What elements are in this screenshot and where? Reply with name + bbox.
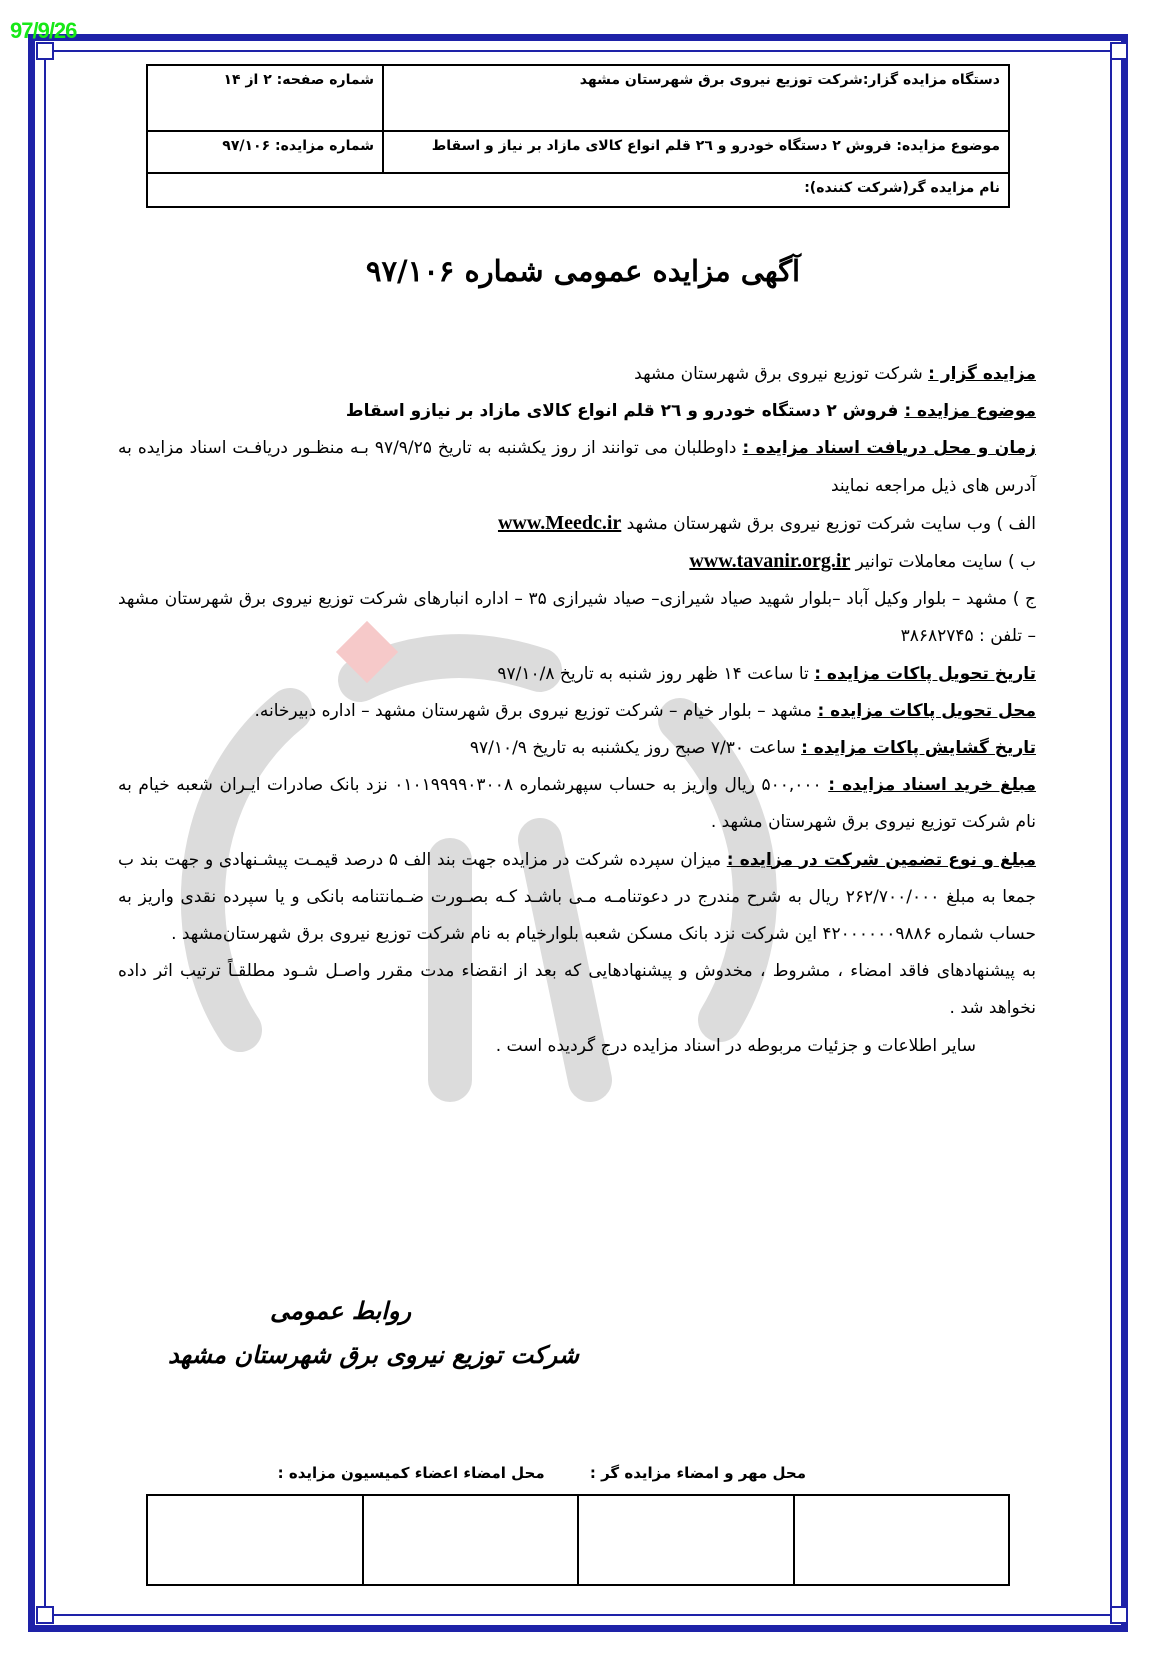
delivery-date-text: تا ساعت ۱۴ ظهر روز شنبه به تاریخ ۹۷/۱۰/۸ xyxy=(497,663,815,684)
organizer-label: مزایده گزار : xyxy=(928,364,1036,384)
subject-label: موضوع مزایده : xyxy=(904,401,1036,422)
receive-label: زمان و محل دریافت اسناد مزایده : xyxy=(742,438,1037,459)
address-c-line xyxy=(118,581,1036,655)
subject-text: فروش ۲ دستگاه خودرو و ٢٦ قلم انواع کالای مازاد بر نیازو اسقاط xyxy=(345,401,905,422)
receive-text: داوطلبان می توانند از روز یکشنبه به تاریخ ۹۷/۹/۲۵ بـه منظـور دریافـت اسناد مزایده به آدرس های ذیل مراجعه نمایند xyxy=(118,438,1036,496)
signature-box xyxy=(578,1495,794,1585)
auction-number-cell: شماره مزایده: ۹۷/۱۰۶ xyxy=(147,131,383,173)
address-c-text: ج ) مشهد – بلوار وکیل آباد –بلوار شهید صیاد شیرازی– صیاد شیرازی ۳۵ – اداره انبارهای شرکت توزیع نیروی برق شهرستان مشهد – تلفن : ۳۸۶۸۲۷۴۵ xyxy=(118,589,1036,647)
signature-box xyxy=(147,1495,363,1585)
sign-labels xyxy=(146,1464,806,1482)
organizer-text: شرکت توزیع نیروی برق شهرستان مشهد xyxy=(634,364,929,384)
subject-line xyxy=(118,393,1036,430)
guarantee-label: مبلغ و نوع تضمین شرکت در مزایده : xyxy=(726,849,1036,870)
signature-box xyxy=(363,1495,579,1585)
page-title: آگهی مزایده عمومی شماره ۹۷/۱۰۶ xyxy=(365,254,801,288)
delivery-place-label: محل تحویل پاکات مزایده : xyxy=(817,700,1036,721)
opening-line xyxy=(118,730,1036,767)
signature-box xyxy=(794,1495,1010,1585)
auction-header-table xyxy=(146,64,1010,208)
address-b-line xyxy=(118,543,1036,581)
seal-label: محل مهر و امضاء مزایده گر : xyxy=(589,1464,806,1482)
address-b-text: ب ) سایت معاملات توانیر xyxy=(850,552,1036,573)
address-a-text: الف ) وب سایت شرکت توزیع نیروی برق شهرستان مشهد xyxy=(621,513,1036,534)
opening-text: ساعت ۷/۳۰ صبح روز یکشنبه به تاریخ ۹۷/۱۰/۹ xyxy=(469,738,802,759)
organizer-cell: دستگاه مزایده گزار:شرکت توزیع نیروی برق شهرستان مشهد xyxy=(383,65,1009,131)
delivery-place-text: مشهد – بلوار خیام – شرکت توزیع نیروی برق شهرستان مشهد – اداره دبیرخانه. xyxy=(254,700,818,721)
receive-line xyxy=(118,430,1036,504)
purchase-line xyxy=(118,767,1036,841)
signature-company: شرکت توزیع نیروی برق شهرستان مشهد xyxy=(168,1340,579,1369)
subject-cell: موضوع مزایده: فروش ۲ دستگاه خودرو و ٢٦ قلم انواع کالای مازاد بر نیاز و اسقاط xyxy=(383,131,1009,173)
other-info-line: سایر اطلاعات و جزئیات مربوطه در اسناد مزایده درج گردیده است . xyxy=(495,1035,976,1056)
guarantee-line xyxy=(118,842,1036,954)
purchase-text: ۵۰۰,۰۰۰ ریال واریز به حساب سپهرشماره ۰۱۰۱۹۹۹۹۰۳۰۰۸ نزد بانک صادرات ایـران شعبه خیام به نام شرکت توزیع نیروی برق شهرستان مشهد . xyxy=(118,775,1036,833)
signature-public-relations: روابط عمومی xyxy=(270,1296,412,1325)
notice-line: به پیشنهادهای فاقد امضاء ، مشروط ، مخدوش و پیشنهادهایی که بعد از انقضاء مدت مقرر واصـل شـود مطلقـاً ترتیب اثر داده نخواهد شد . xyxy=(118,961,1036,1019)
delivery-place-line xyxy=(118,693,1036,730)
commission-label: محل امضاء اعضاء کمیسیون مزایده : xyxy=(277,1464,545,1482)
corner-date-stamp: 97/9/26 xyxy=(10,18,77,43)
purchase-label: مبلغ خرید اسناد مزایده : xyxy=(828,775,1037,796)
tavanir-link[interactable]: www.tavanir.org.ir xyxy=(689,550,851,573)
meedc-link[interactable]: www.Meedc.ir xyxy=(497,511,622,534)
page-number-cell: شماره صفحه: ۲ از ۱۴ xyxy=(147,65,383,131)
bidder-name-cell: نام مزایده گر(شرکت کننده): xyxy=(147,173,1009,207)
organizer-line xyxy=(118,356,1036,393)
signature-boxes-table xyxy=(146,1494,1010,1586)
opening-label: تاریخ گشایش پاکات مزایده : xyxy=(801,738,1036,759)
notice-body xyxy=(118,356,1036,1065)
delivery-date-line xyxy=(118,656,1036,693)
address-a-line xyxy=(118,505,1036,543)
delivery-date-label: تاریخ تحویل پاکات مزایده : xyxy=(814,663,1036,684)
guarantee-text: میزان سپرده شرکت در مزایده جهت بند الف ۵ درصد قیمـت پیشـنهادی و جهت بند ب جمعا به مبلغ ۲۶۲/۷۰۰/۰۰۰ ریال به شرح مندرج در دعوتنامـه مـی باشـد کـه بصـورت ضـمانتنامه بانکی و یا سپرده نقدی واریز به حساب شماره ۴۲۰۰۰۰۰۰۹۸۸۶ این شرکت نزد بانک مسکن شعبه بلوارخیام به نام شرکت توزیع نیروی برق شهرستان‌مشهد . xyxy=(118,849,1036,945)
